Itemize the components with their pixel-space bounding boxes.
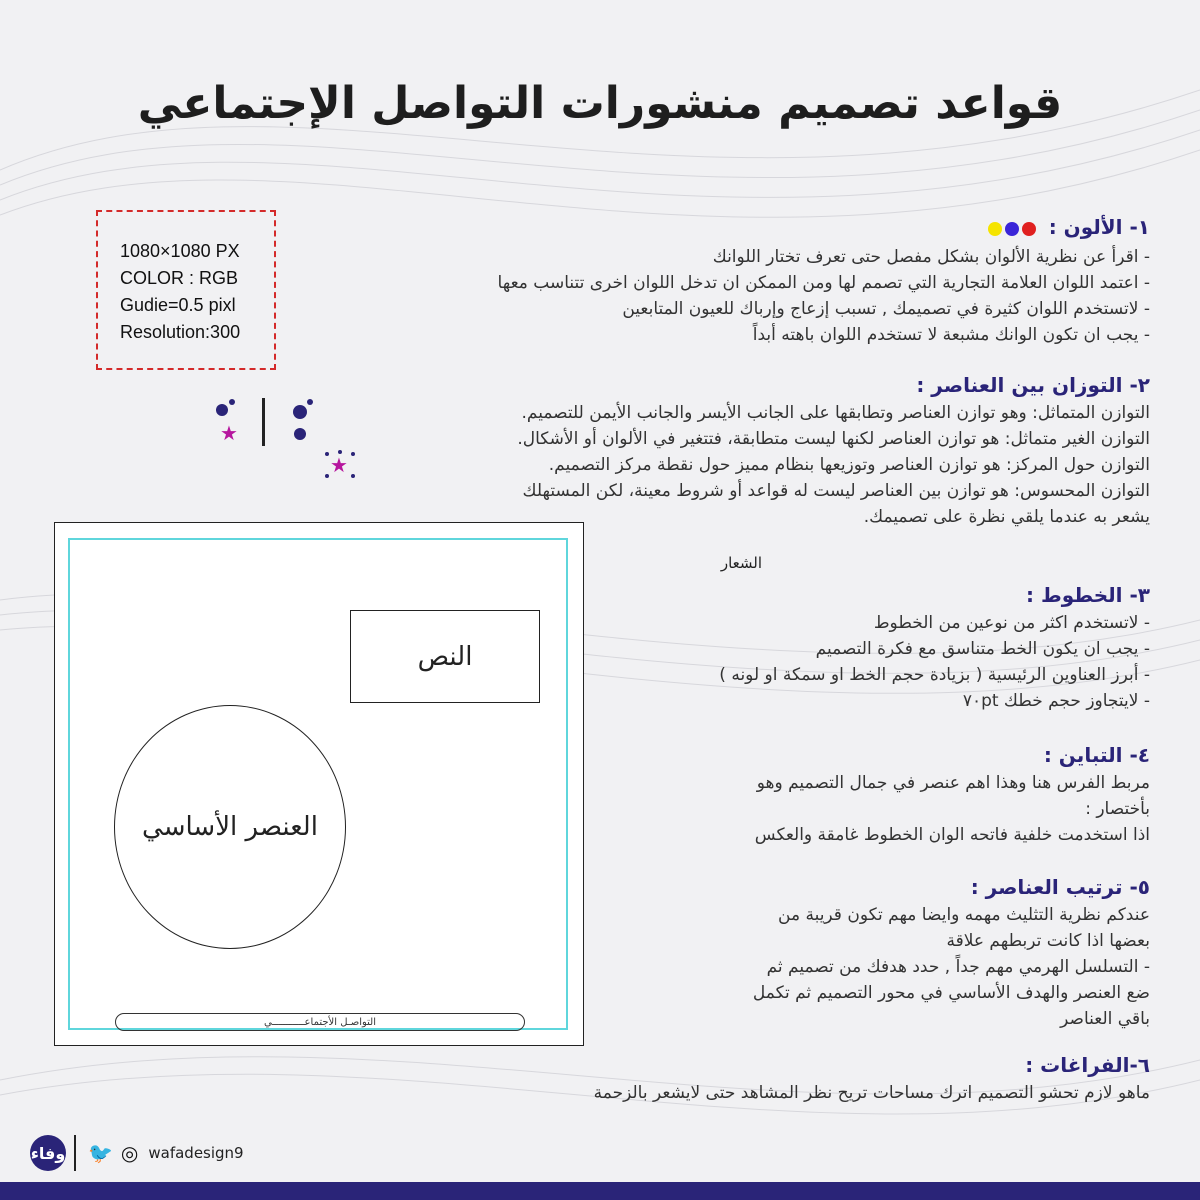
section-heading: ٥- ترتيب العناصر :: [970, 875, 1150, 899]
mockup-main-label: العنصر الأساسي: [142, 812, 318, 842]
divider: [262, 398, 265, 446]
section-line: مربط الفرس هنا وهذا اهم عنصر في جمال التصميم وهو: [756, 773, 1150, 793]
dot-icon: [307, 399, 313, 405]
section-line: - اعتمد اللوان العلامة التجارية التي تصمم لها ومن الممكن ان تدخل اللوان اخرى تتناسب معها: [497, 272, 1150, 293]
section-line: - التسلسل الهرمي مهم جداً , حدد هدفك من تصميم ثم: [766, 957, 1150, 977]
section-line: - أبرز العناوين الرئيسية ( بزيادة حجم الخط او سمكة او لونه ): [719, 665, 1150, 685]
section-heading: ١- الألون :: [1048, 215, 1150, 239]
section-line: التوازن المتماثل: وهو توازن العناصر وتطابقها على الجانب الأيسر والجانب الأيمن للتصميم.: [521, 403, 1150, 423]
section-colors: [498, 212, 1150, 348]
spec-color: COLOR : RGB: [120, 268, 239, 288]
section-line: عندكم نظرية التثليث مهمه وايضا مهم تكون قريبة من: [778, 905, 1150, 925]
section-line: - يجب ان يكون الخط متناسق مع فكرة التصميم: [815, 639, 1150, 659]
mockup-text-label: النص: [417, 641, 473, 672]
section-heading: ٦-الفراغات :: [1025, 1053, 1150, 1077]
blue-dot-icon: [1005, 222, 1019, 236]
section-balance: [517, 370, 1150, 530]
section-line: - لاتستخدم اللوان كثيرة في تصميمك , تسبب إزعاج وإرباك للعيون المتابعين: [622, 298, 1150, 319]
spec-size: 1080×1080 PX: [120, 241, 240, 261]
section-heading: ٤- التباين :: [1043, 743, 1150, 767]
mockup-text-box: [350, 610, 540, 703]
twitter-icon[interactable]: 🐦: [88, 1141, 113, 1165]
mockup-bar-label: التواصـل الأجتماعـــــــــــي: [264, 1016, 376, 1028]
footer-divider: [74, 1135, 76, 1171]
section-line: - لاتستخدم اكثر من نوعين من الخطوط: [873, 613, 1150, 633]
dot-icon: [294, 428, 306, 440]
section-line: - لايتجاوز حجم خطك ٧٠pt: [962, 691, 1150, 711]
section-heading: ٣- الخطوط :: [1025, 583, 1150, 607]
section-line: بأختصار :: [1085, 799, 1150, 819]
color-dots: [985, 214, 1036, 244]
section-fonts: [719, 580, 1150, 714]
red-dot-icon: [1022, 222, 1036, 236]
section-whitespace: [594, 1050, 1150, 1106]
section-line: ماهو لازم تحشو التصميم اترك مساحات تريح نظر المشاهد حتى لايشعر بالزحمة: [593, 1083, 1150, 1103]
brand-logo: وفاء: [30, 1135, 66, 1171]
section-line: التوازن المحسوس: هو توازن بين العناصر ليست له قواعد أو شروط معينة، لكن المستهلك: [522, 481, 1150, 501]
section-contrast: [755, 740, 1150, 848]
social-handle[interactable]: wafadesign9: [148, 1144, 244, 1162]
instagram-icon[interactable]: ◎: [120, 1141, 139, 1165]
mockup-logo-label: الشعار: [720, 554, 762, 572]
page-title: قواعد تصميم منشورات التواصل الإجتماعي: [137, 78, 1063, 129]
section-line: ضع العنصر والهدف الأساسي في محور التصميم ثم تكمل: [752, 983, 1150, 1003]
mockup-bottom-bar: [115, 1013, 525, 1031]
dot-icon: [216, 404, 228, 416]
dot-icon: [229, 399, 235, 405]
section-line: التوازن حول المركز: هو توازن العناصر وتوزيعها بنظام مميز حول نقطة مركز التصميم.: [548, 455, 1150, 475]
section-line: - اقرأ عن نظرية الألوان بشكل مفصل حتى تعرف تختار اللوانك: [712, 246, 1150, 267]
radial-star-icon: [323, 450, 357, 480]
section-line: التوازن الغير متماثل: هو توازن العناصر لكنها ليست متطابقة، فتتغير في الألوان أو الأشكال.: [517, 429, 1150, 449]
section-line: اذا استخدمت خلفية فاتحه الوان الخطوط غامقة والعكس: [754, 825, 1150, 845]
specs-box: [96, 210, 276, 370]
footer: [30, 1128, 244, 1178]
yellow-dot-icon: [988, 222, 1002, 236]
bottom-bar: [0, 1182, 1200, 1200]
star-icon: ★: [220, 421, 238, 445]
spec-guide: Gudie=0.5 pixl: [120, 295, 236, 315]
svg-text:★: ★: [330, 453, 348, 477]
mockup-main-element: [114, 705, 346, 949]
balance-icons: [208, 396, 328, 456]
section-line: - يجب ان تكون الوانك مشبعة لا تستخدم اللوان باهته أبداً: [752, 324, 1150, 345]
section-line: بعضها اذا كانت تربطهم علاقة: [946, 931, 1150, 951]
section-line: يشعر به عندما يلقي نظرة على تصميمك.: [863, 507, 1150, 527]
section-line: باقي العناصر: [1060, 1009, 1150, 1029]
spec-resolution: Resolution:300: [120, 322, 241, 342]
section-arrangement: [753, 872, 1150, 1032]
dot-icon: [293, 405, 307, 419]
section-heading: ٢- التوزان بين العناصر :: [916, 373, 1150, 397]
